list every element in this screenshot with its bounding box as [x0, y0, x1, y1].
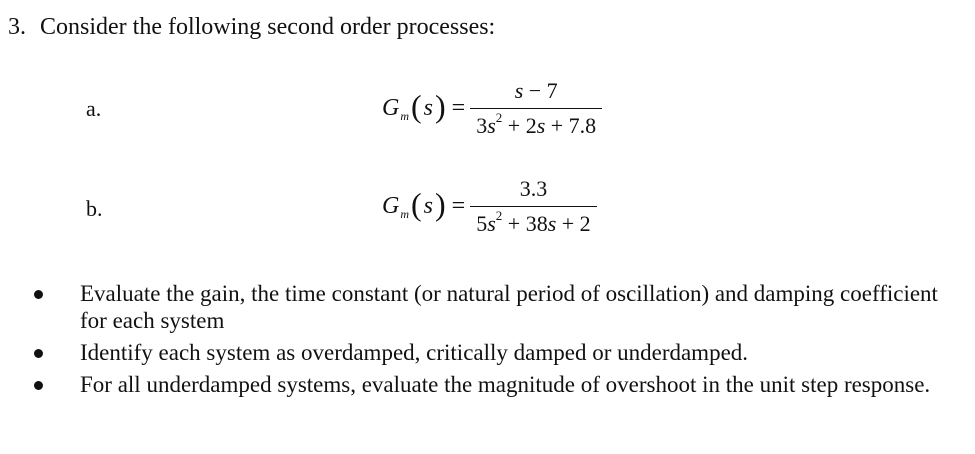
process-b-label: b.: [86, 196, 103, 221]
process-b-equation: G m ( s ) = $\frac{3.3}{5s^2 + 38s + 2}$: [382, 176, 597, 237]
bullet-icon: [34, 349, 43, 358]
transfer-fn-name: G: [382, 193, 400, 219]
process-a-label: a.: [86, 96, 102, 121]
task-text: Identify each system as overdamped, critically damped or underdamped.: [80, 340, 749, 365]
task-item: [0, 339, 975, 366]
process-a-equation: G m ( s ) = $\frac{s - 7}{3s^2 + 2s + 7.8}$: [382, 78, 602, 139]
bullet-icon: [34, 381, 43, 390]
process-b-numerator: 3.3: [519, 176, 548, 201]
process-a-fraction: [470, 78, 602, 139]
transfer-fn-subscript: m: [400, 207, 410, 221]
question-text: Consider the following second order processes:: [40, 14, 496, 40]
task-text: Evaluate the gain, the time constant (or natural period of oscillation) and damping coefficient for each system: [80, 281, 938, 333]
task-item: [0, 371, 975, 398]
task-list: [0, 280, 975, 403]
transfer-fn-arg: s: [423, 193, 434, 219]
transfer-fn-name: G: [382, 95, 400, 121]
task-text: For all underdamped systems, evaluate the magnitude of overshoot in the unit step response.: [80, 372, 931, 397]
bullet-icon: [34, 290, 43, 299]
transfer-fn-arg: s: [423, 95, 434, 121]
question-heading: [8, 14, 495, 41]
process-b-denominator: $5s^2 + 38s + 2$: [470, 206, 596, 237]
process-b-fraction: [470, 176, 596, 237]
transfer-fn-subscript: m: [400, 109, 410, 123]
task-item: [0, 280, 975, 334]
process-a-numerator: s − 7: [514, 78, 558, 103]
question-number: 3.: [8, 14, 26, 40]
process-a-denominator: $3s^2 + 2s + 7.8$: [470, 108, 602, 139]
